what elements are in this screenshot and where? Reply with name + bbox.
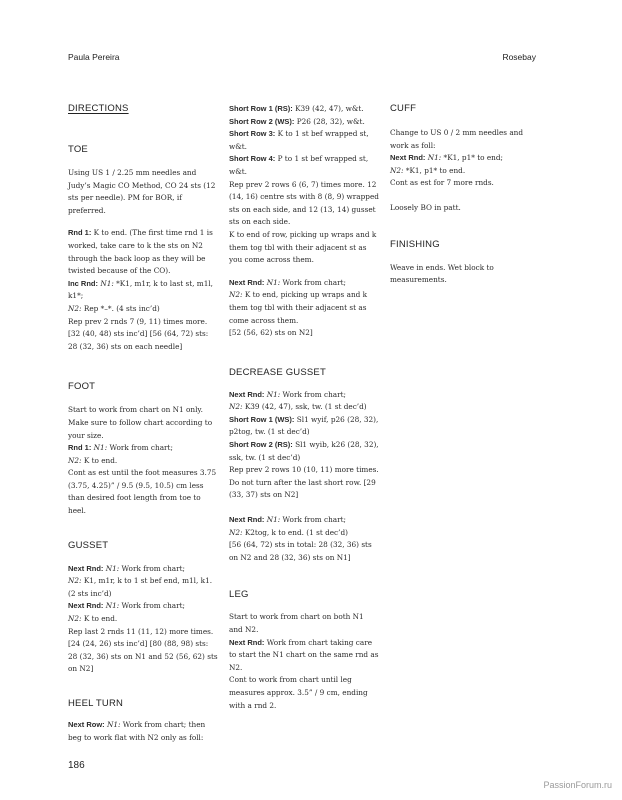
heel-next-rnd: Next Rnd: N1: Work from chart; N2: K to end, picking up wraps and k them tog tbl with their adjacent st as come across them. [229, 277, 368, 325]
toe-repeat: Rep prev 2 rnds 7 (9, 11) times more. [32 (40, 48) sts inc’d] [56 (64, 72) sts: 28 (32, 36) sts on each needle] [68, 316, 209, 351]
short-row-repeat: Rep prev 2 rows 6 (6, 7) times more. 12 (14, 16) centre sts with 8 (8, 9) wrapped sts on each side, and 12 (13, 14) gusset sts on each side. [229, 179, 379, 227]
cuff-intro: Change to US 0 / 2 mm needles and work as foll: [390, 128, 524, 150]
decrease-next-rnd: Next Rnd: N1: Work from chart; N2: K39 (42, 47), ssk, tw. (1 st dec’d) [229, 389, 367, 412]
leg-continue: Cont to work from chart until leg measures approx. 3.5” / 9 cm, ending with a rnd 2. [229, 675, 368, 710]
gusset-repeat: Rep last 2 rnds 11 (11, 12) more times. [24 (24, 26) sts inc’d] [80 (88, 98) sts: 28 (32, 36) sts on N1 and 52 (56, 62) sts on N2] [68, 626, 218, 674]
gusset-next-rnd-1: Next Rnd: N1: Work from chart; N2: K1, m1r, k to 1 st bef end, m1l, k1. (2 sts inc’d) [68, 563, 213, 598]
decrease-short-row-2: Short Row 2 (RS): Sl1 wyib, k26 (28, 32), ssk, tw. (1 st dec’d) [229, 440, 379, 462]
foot-heading: FOOT [68, 381, 96, 393]
short-row-4: Short Row 4: P to 1 st bef wrapped st, w&t. [229, 154, 369, 176]
decrease-total: [56 (64, 72) sts in total: 28 (32, 36) sts on N2 and 28 (32, 36) sts on N1] [229, 540, 372, 562]
decrease-repeat: Rep prev 2 rows 10 (10, 11) more times. Do not turn after the last short row. [29 (33, 37) sts on N2] [229, 465, 379, 500]
decrease-gusset-heading: DECREASE GUSSET [229, 366, 326, 378]
toe-intro: Using US 1 / 2.25 mm needles and Judy’s Magic CO Method, CO 24 sts (12 sts per needle). PM for BOR, if preferred. [68, 168, 216, 215]
finishing-text: Weave in ends. Wet block to measurements. [390, 262, 494, 285]
directions-heading: DIRECTIONS [68, 103, 129, 114]
running-header-author: Paula Pereira [68, 52, 120, 62]
foot-intro: Start to work from chart on N1 only. Make sure to follow chart according to your size. [68, 405, 213, 440]
finishing-heading: FINISHING [390, 238, 440, 250]
leg-next-rnd: Next Rnd: Work from chart taking care to start the N1 chart on the same rnd as N2. [229, 637, 379, 672]
heel-total: [52 (56, 62) sts on N2] [229, 328, 313, 338]
column-1 [68, 103, 218, 744]
short-row-3: Short Row 3: K to 1 st bef wrapped st, w&t. [229, 129, 369, 151]
heel-next-row: Next Row: N1: Work from chart; then beg to work flat with N2 only as foll: [68, 720, 206, 742]
leg-heading: LEG [229, 589, 249, 601]
heel-turn-heading: HEEL TURN [68, 698, 124, 709]
decrease-next-rnd-2: Next Rnd: N1: Work from chart; N2: K2tog, k to end. (1 st dec’d) [229, 515, 348, 537]
leg-intro: Start to work from chart on both N1 and N2. [229, 612, 364, 634]
column-3 [390, 103, 540, 287]
page-number: 186 [68, 760, 85, 771]
k-to-end: K to end of row, picking up wraps and k them tog tbl with their adjacent st as you come across them. [229, 229, 377, 265]
foot-continue: Cont as est until the foot measures 3.75 (3.75, 4.25)” / 9.5 (9.5, 10.5) cm less than desired foot length from toe to heel. [68, 468, 217, 516]
foot-rnd1: Rnd 1: N1: Work from chart; N2: K to end. [68, 443, 173, 465]
short-row-1: Short Row 1 (RS): K39 (42, 47), w&t. [229, 104, 364, 113]
toe-heading: TOE [68, 144, 88, 155]
running-header-pattern: Rosebay [502, 52, 536, 62]
column-2 [229, 103, 379, 712]
toe-inc-rnd: Inc Rnd: N1: *K1, m1r, k to last st, m1l, k1*; N2: Rep *–*. (4 sts inc’d) [68, 278, 213, 313]
gusset-next-rnd-2: Next Rnd: N1: Work from chart; N2: K to end. [68, 601, 186, 624]
gusset-heading: GUSSET [68, 539, 109, 551]
cuff-next-rnd: Next Rnd: N1: *K1, p1* to end; N2: *K1, p1* to end. [390, 153, 504, 175]
decrease-short-row-1: Short Row 1 (WS): Sl1 wyif, p26 (28, 32), p2tog, tw. (1 st dec’d) [229, 414, 379, 437]
cuff-bind-off: Loosely BO in patt. [390, 202, 461, 212]
watermark: PassionForum.ru [543, 780, 612, 790]
toe-rnd1: Rnd 1: K to end. (The first time rnd 1 is worked, take care to k the sts on N2 through the back loop as they will be twisted because of the CO). [68, 228, 213, 276]
short-row-2: Short Row 2 (WS): P26 (28, 32), w&t. [229, 116, 365, 126]
cuff-heading: CUFF [390, 103, 417, 114]
cuff-continue: Cont as est for 7 more rnds. [390, 178, 494, 188]
